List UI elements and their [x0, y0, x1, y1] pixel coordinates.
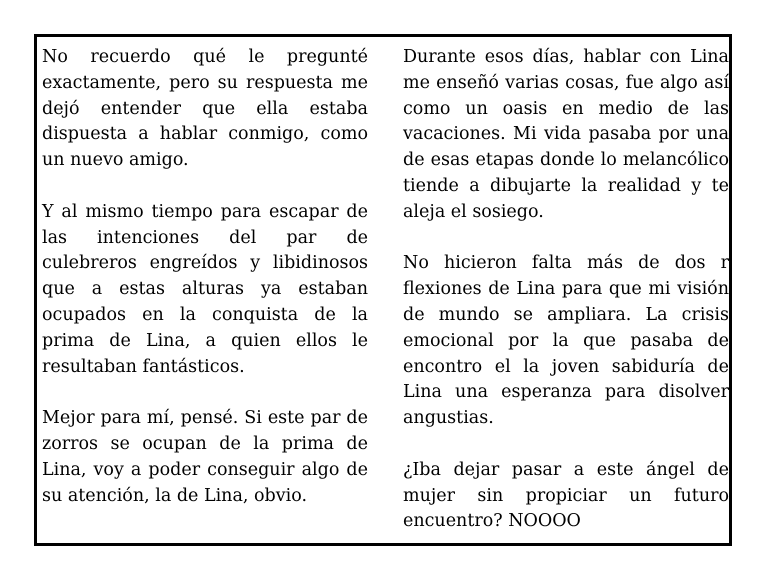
right-column	[403, 45, 729, 535]
left-paragraph-3: Mejor para mí, pensé. Si este par de zorros se ocupan de la prima de Lina, voy a poder conseguir algo de su atención, la de Lina, obvio.	[42, 408, 368, 506]
text-frame	[34, 34, 732, 546]
right-paragraph-1: Durante esos días, hablar con Lina me enseñó varias cosas, fue algo así como un oasis en medio de las vacaciones. Mi vida pasaba por una de esas etapas donde lo melancólico tiende a dibujarte la realidad y te aleja el sosiego.	[403, 47, 729, 222]
left-paragraph-1: No recuerdo qué le pregunté exactamente, pero su respuesta me dejó entender que ella estaba dispuesta a hablar conmigo, como un nuevo amigo.	[42, 47, 368, 171]
right-paragraph-3: ¿Iba dejar pasar a este ángel de mujer sin propiciar un futuro encuentro? NOOOO	[403, 459, 729, 532]
right-paragraph-2: No hicieron falta más de dos r flexiones de Lina para que mi visión de mundo se ampliara. La crisis emocional por la que pasaba de encontro el la joven sabiduría de Lina una esperanza para disolver angustias.	[403, 253, 729, 429]
left-column	[42, 45, 368, 509]
left-paragraph-2: Y al mismo tiempo para escapar de las intenciones del par de culebreros engreídos y libidinosos que a estas alturas ya estaban ocupados en la conquista de la prima de Lina, a quien ellos le resultaban fantásticos.	[42, 201, 368, 377]
